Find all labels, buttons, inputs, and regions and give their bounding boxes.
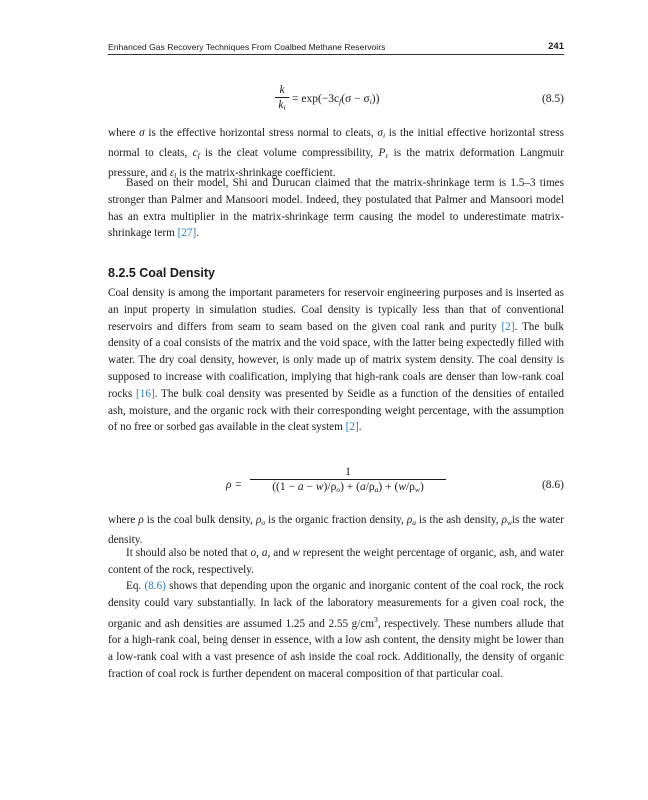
page-number: 241 xyxy=(548,41,564,52)
eq86-numerator: 1 xyxy=(345,466,351,478)
equation-8-5 xyxy=(108,86,564,122)
paragraph-weight-percentage: It should also be noted that o, a, and w represent the weight percentage of organic, ash, and water content of the rock, respectively. xyxy=(108,547,565,576)
eq85-number: (8.5) xyxy=(541,93,564,105)
eq85-fraction xyxy=(275,84,289,112)
paragraph-coal-density: Coal density is among the important parameters for reservoir engineering purposes and is inserted as an input property in simulation studies. Coal density is typically less than that of conventional reservoirs and differs from seam to seam based on the given coal rank and purity [2]. The bulk density of a coal consists of the matrix and the void space, with the latter being expectedly filled with water. The dry coal density, however, is only made up of matrix system density. The coal density is supposed to increase with coalification, implying that high-rank coals are denser than low-rank coal rocks [16]. The bulk coal density was presented by Seidle as a function of the densities of entailed ash, moisture, and the organic rock with their corresponding weight percentage, with the assumption of no free or sorbed gas available in the cleat system [2]. xyxy=(108,287,564,434)
running-header xyxy=(108,40,564,54)
eq86-denominator: $((1 - a - w)/\rho_o) + (a/\rho_a) + (w/\rho_w)$ xyxy=(272,481,424,494)
citation-link[interactable]: [2] xyxy=(501,320,515,333)
section-heading: 8.2.5 Coal Density xyxy=(108,266,215,280)
eq86-fraction-bar xyxy=(250,479,446,480)
eq86-fraction xyxy=(250,466,446,494)
citation-link[interactable]: [27] xyxy=(177,227,197,240)
equation-link[interactable]: (8.6) xyxy=(144,580,166,592)
paragraph-where-rho: where ρ is the coal bulk density, $\rho_o$ is the organic fraction density, $\rho_a$ is the ash density, $\rho_wis$ the water density. xyxy=(108,514,564,546)
book-title: Enhanced Gas Recovery Techniques From Coalbed Methane Reservoirs xyxy=(108,42,386,52)
eq85-fraction-bar xyxy=(275,97,289,98)
equation-8-6 xyxy=(108,466,564,508)
eq85-rhs: = $\exp(-3c_f(\sigma - \sigma_i))$ xyxy=(292,93,380,106)
eq86-lhs: ρ = xyxy=(226,479,243,491)
paragraph-shi-durucan: Based on their model, Shi and Durucan claimed that the matrix-shrinkage term is 1.5–3 times stronger than Palmer and Mansoori model. Indeed, they postulated that Palmer and Mansoori model has an extra multiplier in the matrix-shrinkage term causing the model to underestimate matrix-shrinkage term [27]. xyxy=(108,177,564,240)
paragraph-eq-discussion: Eq. (8.6) shows that depending upon the organic and inorganic content of the coal rock, the rock density could vary substantially. In lack of the laboratory measurements for a given coal rock, the organic and ash densities are assumed 1.25 and 2.55 $g/cm^3$, respectively. These numbers allude that for a high-rank coal, being denser in essence, with a low ash content, the density might be lower than a low-rank coal with a vast presence of ash inside the coal rock. Additionally, the density of organic fraction of coal rock is further dependent on maceral composition of that particular coal. xyxy=(108,580,564,680)
eq85-numerator: k xyxy=(279,84,285,96)
paragraph-where-sigma: where σ is the effective horizontal stress normal to cleats, $\sigma_i$ is the initial effective horizontal stress normal to cleats, $c_f$ is the cleat volume compressibility, $P_\varepsilon$ is the matrix deformation Langmuir pressure, and $\varepsilon_l$ is the matrix-shrinkage coefficient. xyxy=(108,127,565,180)
citation-link[interactable]: [16] xyxy=(136,387,155,400)
citation-link[interactable]: [2] xyxy=(345,421,359,434)
header-rule xyxy=(108,54,564,55)
eq85-denominator: $k_i$ xyxy=(278,99,286,112)
eq86-number: (8.6) xyxy=(541,479,564,491)
